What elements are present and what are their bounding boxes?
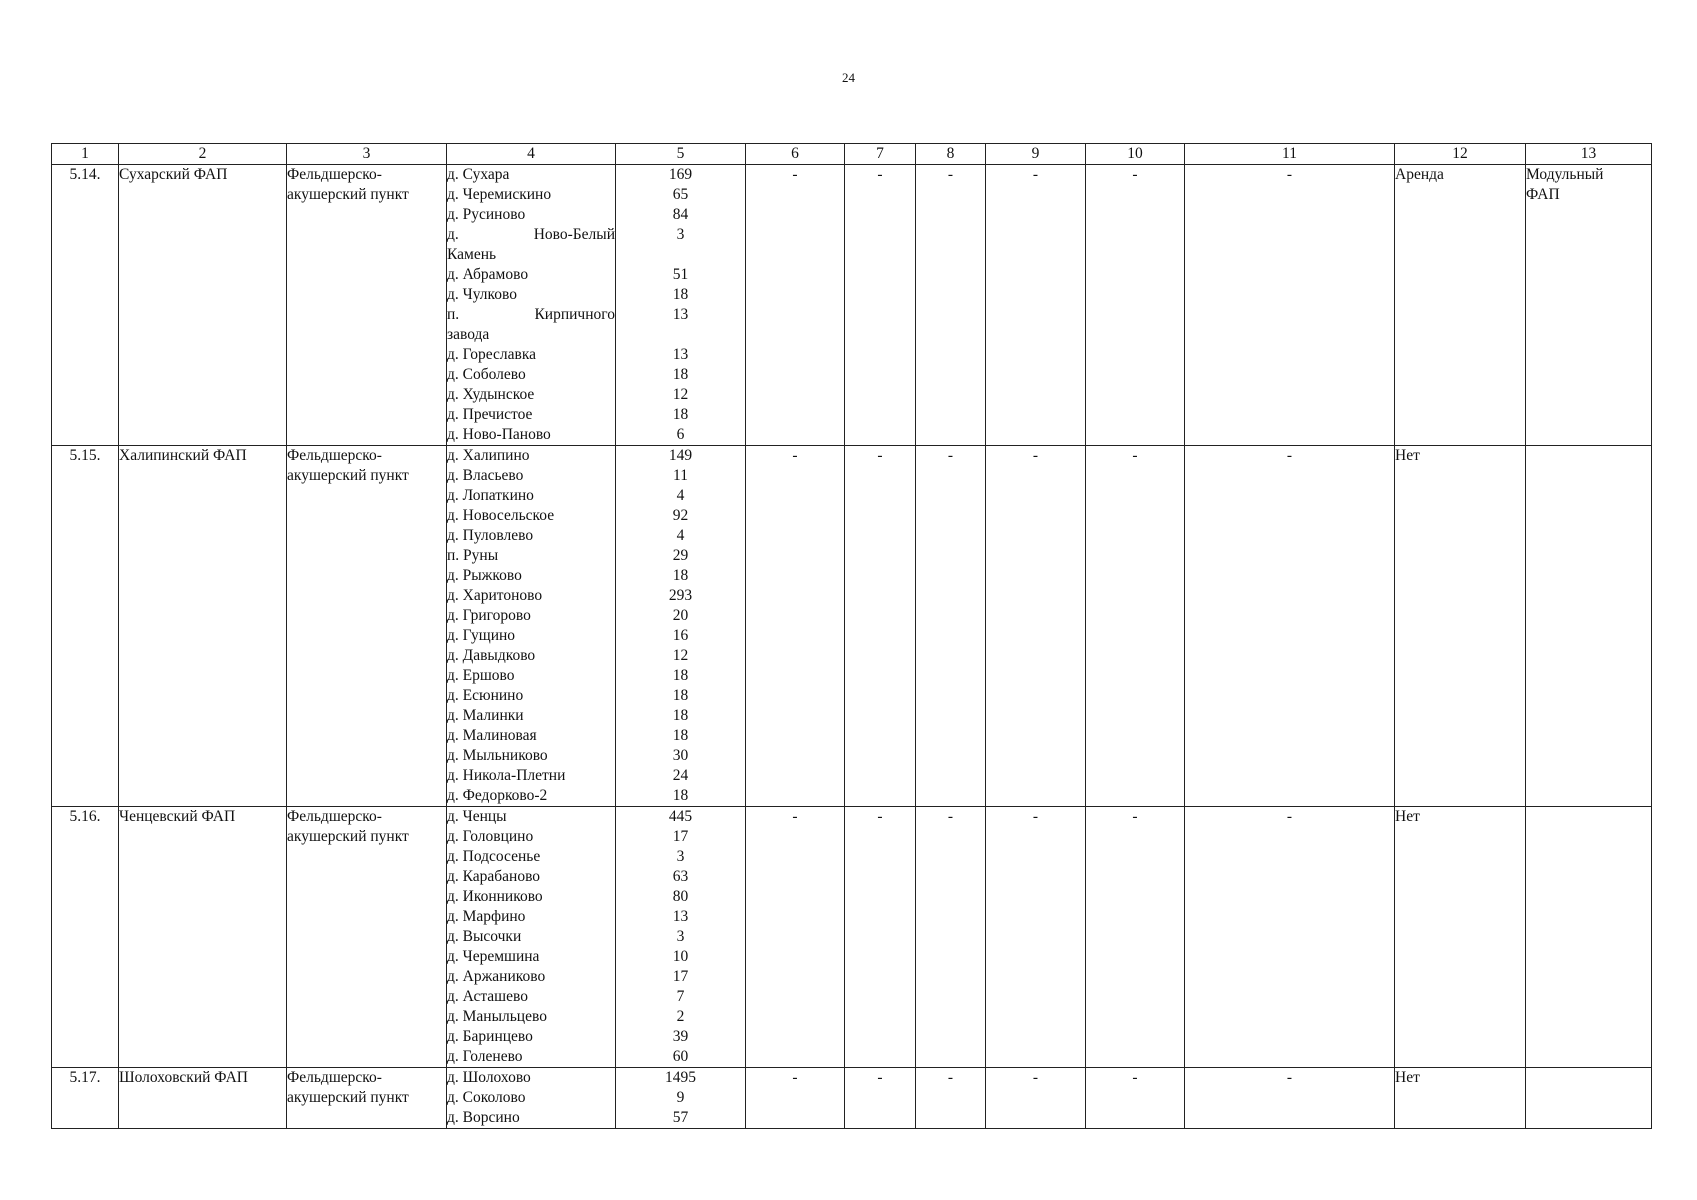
- village-list: [447, 165, 616, 446]
- premises-status: Аренда: [1395, 165, 1526, 446]
- population-value: 20: [672, 607, 689, 624]
- empty-value-dash: -: [845, 446, 916, 807]
- column-number: 11: [1185, 144, 1395, 165]
- population-value: 18: [672, 687, 689, 704]
- population-value: 13: [672, 908, 689, 925]
- table-row: [52, 1068, 1652, 1129]
- population-value: 18: [672, 567, 689, 584]
- village-name: д. Голенево: [447, 1048, 523, 1065]
- row-number: 5.15.: [52, 446, 119, 807]
- village-name-continuation: завода: [447, 326, 490, 343]
- village-name: д. Карабаново: [447, 868, 541, 885]
- row-number: 5.17.: [52, 1068, 119, 1129]
- population-value: 3: [676, 848, 685, 865]
- village-name: д. Давыдково: [447, 647, 536, 664]
- population-value: 24: [672, 767, 689, 784]
- population-value: 9: [676, 1089, 685, 1106]
- village-prefix: п.: [447, 306, 460, 323]
- village-name: д. Малиновая: [447, 727, 537, 744]
- village-name: д. Иконниково: [447, 888, 543, 905]
- facility-type-line: Фельдшерско-: [287, 166, 382, 183]
- note-line: Модульный: [1526, 166, 1604, 183]
- population-value: 10: [672, 948, 689, 965]
- column-number: 4: [447, 144, 616, 165]
- column-number: 8: [916, 144, 986, 165]
- population-value: 29: [672, 547, 689, 564]
- population-value: 12: [672, 386, 689, 403]
- village-name: д. Маныльцево: [447, 1008, 547, 1025]
- row-number: 5.14.: [52, 165, 119, 446]
- population-value: 92: [672, 507, 689, 524]
- population-value: 18: [672, 286, 689, 303]
- empty-value-dash: -: [916, 807, 986, 1068]
- population-value: 445: [668, 808, 693, 825]
- village-name: д. Лопаткино: [447, 487, 534, 504]
- facilities-table: [51, 143, 1652, 1129]
- village-name: д. Соколово: [447, 1089, 526, 1106]
- facility-type: [287, 1068, 447, 1129]
- population-value: 1495: [665, 1069, 696, 1086]
- empty-value-dash: -: [916, 1068, 986, 1129]
- population-value: 169: [668, 166, 693, 183]
- population-value: 84: [672, 206, 689, 223]
- population-value: 13: [672, 346, 689, 363]
- village-name: д. Марфино: [447, 908, 526, 925]
- village-name: д. Никола-Плетни: [447, 767, 566, 784]
- population-value: 18: [672, 366, 689, 383]
- population-value: 11: [673, 467, 688, 484]
- village-name: д. Баринцево: [447, 1028, 533, 1045]
- village-name: д. Ворсино: [447, 1109, 520, 1126]
- village-name: д. Головцино: [447, 828, 534, 845]
- population-value: 3: [676, 226, 685, 243]
- village-name: д. Новосельское: [447, 507, 555, 524]
- village-name: д. Черемшина: [447, 948, 540, 965]
- empty-value-dash: -: [746, 165, 845, 446]
- population-value: 3: [676, 928, 685, 945]
- village-prefix: д.: [447, 226, 459, 243]
- village-name-part: Ново-Белый: [533, 226, 615, 243]
- note-line: ФАП: [1526, 186, 1560, 203]
- population-value: 13: [672, 306, 689, 323]
- empty-value-dash: -: [1086, 165, 1185, 446]
- note-cell: [1526, 165, 1652, 446]
- empty-value-dash: -: [1086, 1068, 1185, 1129]
- village-name: д. Мыльниково: [447, 747, 548, 764]
- population-value: 293: [668, 587, 693, 604]
- population-value: 16: [672, 627, 689, 644]
- village-name: д. Рыжково: [447, 567, 522, 584]
- village-name-split: [447, 225, 615, 245]
- population-value: 57: [672, 1109, 689, 1126]
- facility-type: [287, 446, 447, 807]
- village-name: д. Федорково-2: [447, 787, 548, 804]
- empty-value-dash: -: [916, 446, 986, 807]
- village-name: д. Гореславка: [447, 346, 536, 363]
- column-number: 7: [845, 144, 916, 165]
- village-list: [447, 807, 616, 1068]
- empty-value-dash: -: [1185, 446, 1395, 807]
- village-name-continuation: Камень: [447, 246, 497, 263]
- population-value: 80: [672, 888, 689, 905]
- facility-type-line: акушерский пункт: [287, 828, 409, 845]
- village-name-part: Кирпичного: [534, 306, 615, 323]
- population-value: 18: [672, 406, 689, 423]
- empty-value-dash: -: [916, 165, 986, 446]
- facility-name: Шолоховский ФАП: [119, 1068, 287, 1129]
- population-value: 149: [668, 447, 693, 464]
- village-name: д. Ершово: [447, 667, 515, 684]
- village-name: д. Есюнино: [447, 687, 524, 704]
- note-cell: [1526, 807, 1652, 1068]
- column-number: 3: [287, 144, 447, 165]
- village-name: д. Пуловлево: [447, 527, 534, 544]
- population-value: 17: [672, 968, 689, 985]
- facility-type: [287, 165, 447, 446]
- population-value: 18: [672, 707, 689, 724]
- column-number-header: [52, 144, 1652, 165]
- village-name-split: [447, 305, 615, 325]
- village-name: д. Сухара: [447, 166, 510, 183]
- village-name: д. Черемискино: [447, 186, 552, 203]
- population-value: 63: [672, 868, 689, 885]
- village-name: д. Шолохово: [447, 1069, 531, 1086]
- village-name: д. Григорово: [447, 607, 531, 624]
- column-number: 1: [52, 144, 119, 165]
- village-list: [447, 446, 616, 807]
- page-number: 24: [842, 70, 855, 85]
- population-value: 7: [676, 988, 685, 1005]
- facility-type-line: акушерский пункт: [287, 467, 409, 484]
- empty-value-dash: -: [746, 446, 845, 807]
- premises-status: Нет: [1395, 807, 1526, 1068]
- premises-status: Нет: [1395, 446, 1526, 807]
- population-value: 2: [676, 1008, 685, 1025]
- row-number: 5.16.: [52, 807, 119, 1068]
- facility-type-line: акушерский пункт: [287, 186, 409, 203]
- village-name: д. Харитоново: [447, 587, 543, 604]
- facility-name: Ченцевский ФАП: [119, 807, 287, 1068]
- empty-value-dash: -: [1185, 165, 1395, 446]
- village-name: д. Аржаниково: [447, 968, 546, 985]
- column-number: 12: [1395, 144, 1526, 165]
- column-number: 10: [1086, 144, 1185, 165]
- village-name: д. Чулково: [447, 286, 517, 303]
- village-name: д. Асташево: [447, 988, 528, 1005]
- facility-name: Сухарский ФАП: [119, 165, 287, 446]
- village-name: д. Пречистое: [447, 406, 533, 423]
- column-number: 5: [616, 144, 746, 165]
- village-name: д. Гущино: [447, 627, 516, 644]
- empty-value-dash: -: [845, 1068, 916, 1129]
- village-name: п. Руны: [447, 547, 499, 564]
- village-name: д. Ченцы: [447, 808, 507, 825]
- empty-value-dash: -: [1086, 807, 1185, 1068]
- empty-value-dash: -: [986, 807, 1086, 1068]
- population-value: 4: [676, 487, 685, 504]
- village-name: д. Худынское: [447, 386, 535, 403]
- table-row: [52, 165, 1652, 446]
- note-cell: [1526, 1068, 1652, 1129]
- village-name: д. Ново-Паново: [447, 426, 551, 443]
- facility-type-line: Фельдшерско-: [287, 1069, 382, 1086]
- facility-type-line: Фельдшерско-: [287, 808, 382, 825]
- population-value: 18: [672, 787, 689, 804]
- population-value: 65: [672, 186, 689, 203]
- column-number: 9: [986, 144, 1086, 165]
- table-row: [52, 446, 1652, 807]
- note-cell: [1526, 446, 1652, 807]
- facility-type-line: Фельдшерско-: [287, 447, 382, 464]
- column-number: 13: [1526, 144, 1652, 165]
- village-name: д. Соболево: [447, 366, 526, 383]
- village-name: д. Абрамово: [447, 266, 529, 283]
- population-list: [616, 446, 746, 807]
- village-name: д. Малинки: [447, 707, 524, 724]
- empty-value-dash: -: [1185, 1068, 1395, 1129]
- population-list: [616, 807, 746, 1068]
- empty-value-dash: -: [1185, 807, 1395, 1068]
- facility-type: [287, 807, 447, 1068]
- empty-value-dash: -: [746, 807, 845, 1068]
- column-number: 6: [746, 144, 845, 165]
- village-name: д. Высочки: [447, 928, 522, 945]
- village-name: д. Халипино: [447, 447, 530, 464]
- premises-status: Нет: [1395, 1068, 1526, 1129]
- population-value: 51: [672, 266, 689, 283]
- table-row: [52, 807, 1652, 1068]
- population-value: 6: [676, 426, 685, 443]
- empty-value-dash: -: [845, 165, 916, 446]
- empty-value-dash: -: [986, 446, 1086, 807]
- population-list: [616, 1068, 746, 1129]
- population-list: [616, 165, 746, 446]
- population-value: 18: [672, 727, 689, 744]
- facility-type-line: акушерский пункт: [287, 1089, 409, 1106]
- population-value: 12: [672, 647, 689, 664]
- population-value: 17: [672, 828, 689, 845]
- population-value: 18: [672, 667, 689, 684]
- empty-value-dash: -: [746, 1068, 845, 1129]
- population-value: 30: [672, 747, 689, 764]
- village-list: [447, 1068, 616, 1129]
- column-number: 2: [119, 144, 287, 165]
- empty-value-dash: -: [986, 1068, 1086, 1129]
- population-value: 4: [676, 527, 685, 544]
- village-name: д. Подсосенье: [447, 848, 541, 865]
- facility-name: Халипинский ФАП: [119, 446, 287, 807]
- empty-value-dash: -: [845, 807, 916, 1068]
- village-name: д. Русиново: [447, 206, 526, 223]
- empty-value-dash: -: [1086, 446, 1185, 807]
- population-value: 39: [672, 1028, 689, 1045]
- village-name: д. Власьево: [447, 467, 524, 484]
- empty-value-dash: -: [986, 165, 1086, 446]
- population-value: 60: [672, 1048, 689, 1065]
